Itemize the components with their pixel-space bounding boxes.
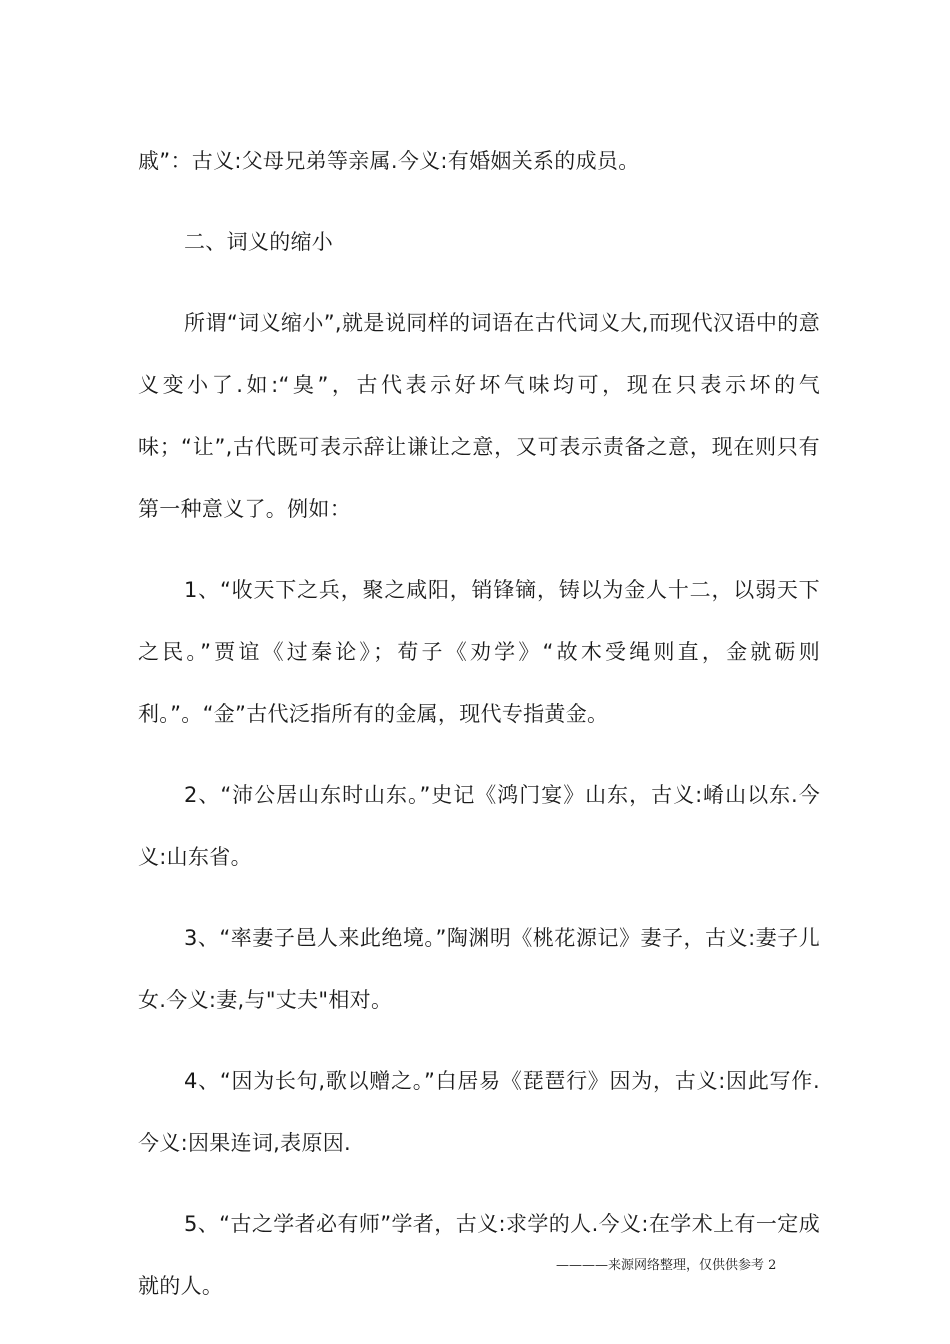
page-footer: ————来源网络整理，仅供供参考 2 — [556, 1258, 777, 1273]
document-body — [138, 130, 820, 1336]
example-4: 4、“因为长句,歌以赠之。”白居易《琵琶行》因为，古义:因此写作.今义:因果连词,表原因. — [138, 1069, 820, 1155]
example-3: 3、“率妻子邑人来此绝境。”陶渊明《桃花源记》妻子，古义:妻子儿女.今义:妻,与"丈夫"相对。 — [138, 926, 820, 1012]
section-heading: 二、词义的缩小 — [184, 230, 334, 254]
paragraph-definition: 所谓“词义缩小”,就是说同样的词语在古代词义大,而现代汉语中的意义变小了.如:“臭”，古代表示好坏气味均可，现在只表示坏的气味；“让”,古代既可表示辞让谦让之意，又可表示责备之意，现在则只有第一种意义了。例如： — [138, 311, 820, 521]
example-5: 5、“古之学者必有师”学者，古义:求学的人.今义:在学术上有一定成就的人。 — [138, 1212, 820, 1298]
example-2: 2、“沛公居山东时山东。”史记《鸿门宴》山东，古义:崤山以东.今义:山东省。 — [138, 783, 820, 869]
example-1: 1、“收天下之兵，聚之咸阳，销锋镝，铸以为金人十二，以弱天下之民。”贾谊《过秦论》；荀子《劝学》“故木受绳则直，金就砺则利。”。“金”古代泛指所有的金属，现代专指黄金。 — [138, 578, 820, 726]
paragraph-1: 戚”：古义:父母兄弟等亲属.今义:有婚姻关系的成员。 — [138, 149, 640, 173]
